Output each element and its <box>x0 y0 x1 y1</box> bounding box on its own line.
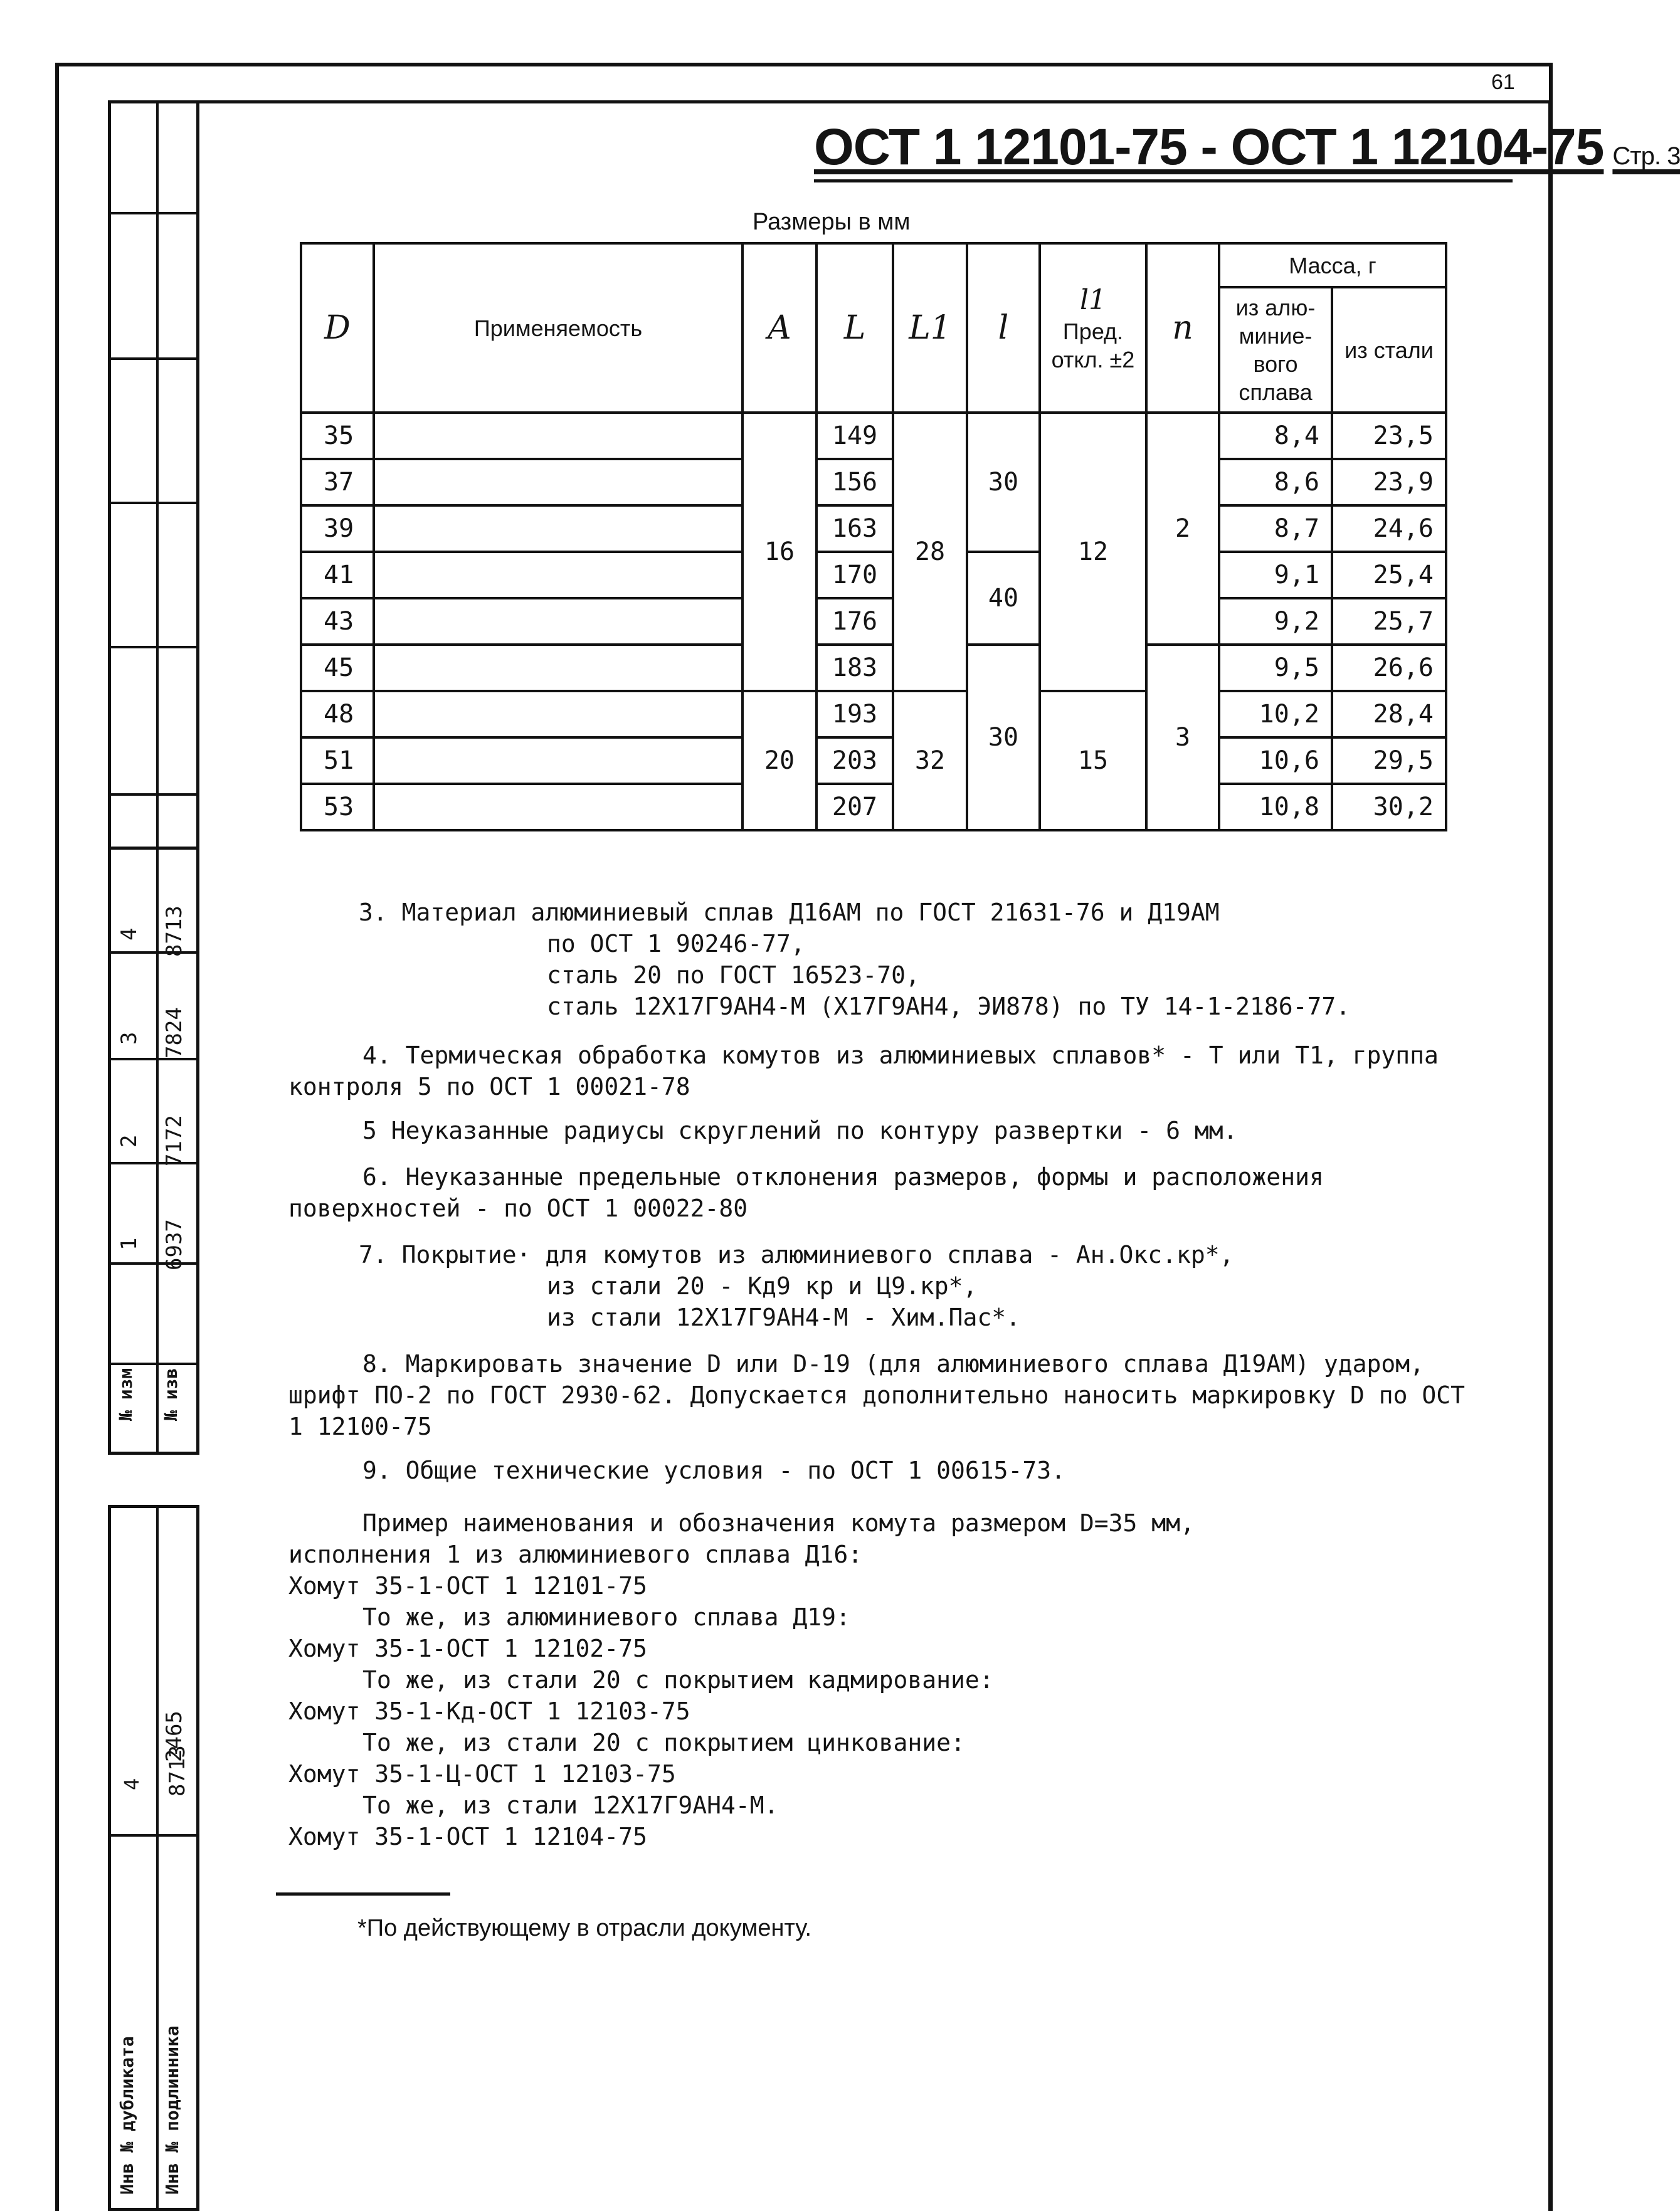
inventory-number: 2465 <box>162 1711 187 1762</box>
note-7: 7. Покрытие· для комутов из алюминиевого сплава - Ан.Окс.кр*, из стали 20 - Кд9 кр и Ц9.кр*, из стали 12Х17Г9АН4-М - Хим.Пас*. <box>359 1241 1234 1331</box>
note-6: 6. Неуказанные предельные отклонения размеров, формы и расположения поверхностей - по ОСТ 1 00022-80 <box>288 1163 1324 1222</box>
footnote-rule <box>276 1892 450 1896</box>
table-row: 39 163 8,7 24,6 <box>301 505 1446 552</box>
change-4: 4 <box>120 1778 144 1790</box>
col-L: L <box>816 243 893 413</box>
duplicate-inventory-label: Инв № дубликата <box>117 2036 137 2195</box>
notice-number-label: № изв <box>161 1368 181 1421</box>
table-row: 41 170 40 9,1 25,4 <box>301 552 1446 598</box>
footnote: *По действующему в отрасли документу. <box>357 1915 812 1941</box>
page-number: 61 <box>1491 70 1515 94</box>
col-l1: l1 Пред. откл. ±2 <box>1040 243 1146 413</box>
table-row: 48 20 193 32 15 10,2 28,4 <box>301 691 1446 737</box>
revision-strip <box>108 100 199 847</box>
col-D: D <box>301 243 374 413</box>
original-inventory-label: Инв № подлинника <box>162 2025 182 2195</box>
designation-example: Пример наименования и обозначения комута размером D=35 мм, исполнения 1 из алюминиевого сплава Д16: Хомут 35-1-ОСТ 1 12101-75 То же, из алюминиевого сплава Д19: Хомут 35-1-ОСТ 1 12102-75 То же, из стали 20 с покрытием кадмирование: Хомут 35-1-Кд-ОСТ 1 12103-75 То же, из стали 20 с покрытием цинкование: Хомут 35-1-Ц-ОСТ 1 12103-75 То же, из стали 12Х17Г9АН4-М. Хомут 35-1-ОСТ 1 12104-75 <box>288 1507 1492 1852</box>
title-rule <box>814 179 1513 182</box>
table-row: 53 207 10,8 30,2 <box>301 784 1446 830</box>
col-A: A <box>742 243 816 413</box>
table-row: 37 156 8,6 23,9 <box>301 459 1446 505</box>
doc-7824: 7824 <box>162 1007 187 1058</box>
table-row: 45 183 30 3 9,5 26,6 <box>301 645 1446 691</box>
table-row: 35 16 149 28 30 12 2 8,4 23,5 <box>301 413 1446 459</box>
col-applicability: Применяемость <box>374 243 742 413</box>
change-4-label: 4 <box>117 927 142 941</box>
col-L1: L1 <box>893 243 967 413</box>
col-n: n <box>1146 243 1219 413</box>
dimensions-table <box>300 242 1447 831</box>
note-8: 8. Маркировать значение D или D-19 (для алюминиевого сплава Д19АМ) ударом, шрифт ПО-2 по ГОСТ 2930-62. Допускается дополнительно наносить маркировку D по ОСТ 1 12100-75 <box>288 1350 1465 1440</box>
note-9: 9. Общие технические условия - по ОСТ 1 00615-73. <box>362 1457 1066 1484</box>
doc-8713: 8713 <box>162 905 187 957</box>
note-4: 4. Термическая обработка комутов из алюминиевых сплавов* - Т или Т1, группа контроля 5 по ОСТ 1 00021-78 <box>288 1042 1439 1100</box>
doc-4: 8713 <box>165 1745 190 1797</box>
page-label: Стр. 3 <box>1612 142 1680 170</box>
doc-7172: 7172 <box>162 1115 187 1166</box>
note-5: 5 Неуказанные радиусы скруглений по контуру развертки - 6 мм. <box>362 1117 1238 1144</box>
change-number-label: № изм <box>115 1368 136 1421</box>
change-1: 1 <box>117 1237 142 1250</box>
change-2: 2 <box>117 1134 142 1148</box>
example-heading: Пример наименования и обозначения комута размером D=35 мм, <box>362 1509 1195 1537</box>
table-row: 43 176 9,2 25,7 <box>301 598 1446 645</box>
col-mass-steel: из стали <box>1332 287 1446 413</box>
doc-6937: 6937 <box>162 1219 187 1270</box>
document-title: ОСТ 1 12101-75 - ОСТ 1 12104-75 Стр. 3 <box>814 119 1680 176</box>
table-row: 51 203 10,6 29,5 <box>301 737 1446 784</box>
note-3: 3. Материал алюминиевый сплав Д16АМ по ГОСТ 21631-76 и Д19АМ по ОСТ 1 90246-77, сталь 20 по ГОСТ 16523-70, сталь 12Х17Г9АН4-М (Х17Г9АН4, ЭИ878) по ТУ 14-1-2186-77. <box>359 899 1351 1020</box>
col-mass-al: из алю- миние- вого сплава <box>1219 287 1332 413</box>
col-l: l <box>967 243 1040 413</box>
change-3: 3 <box>117 1032 142 1045</box>
col-mass: Масса, г <box>1219 243 1446 287</box>
table-caption: Размеры в мм <box>753 209 911 235</box>
